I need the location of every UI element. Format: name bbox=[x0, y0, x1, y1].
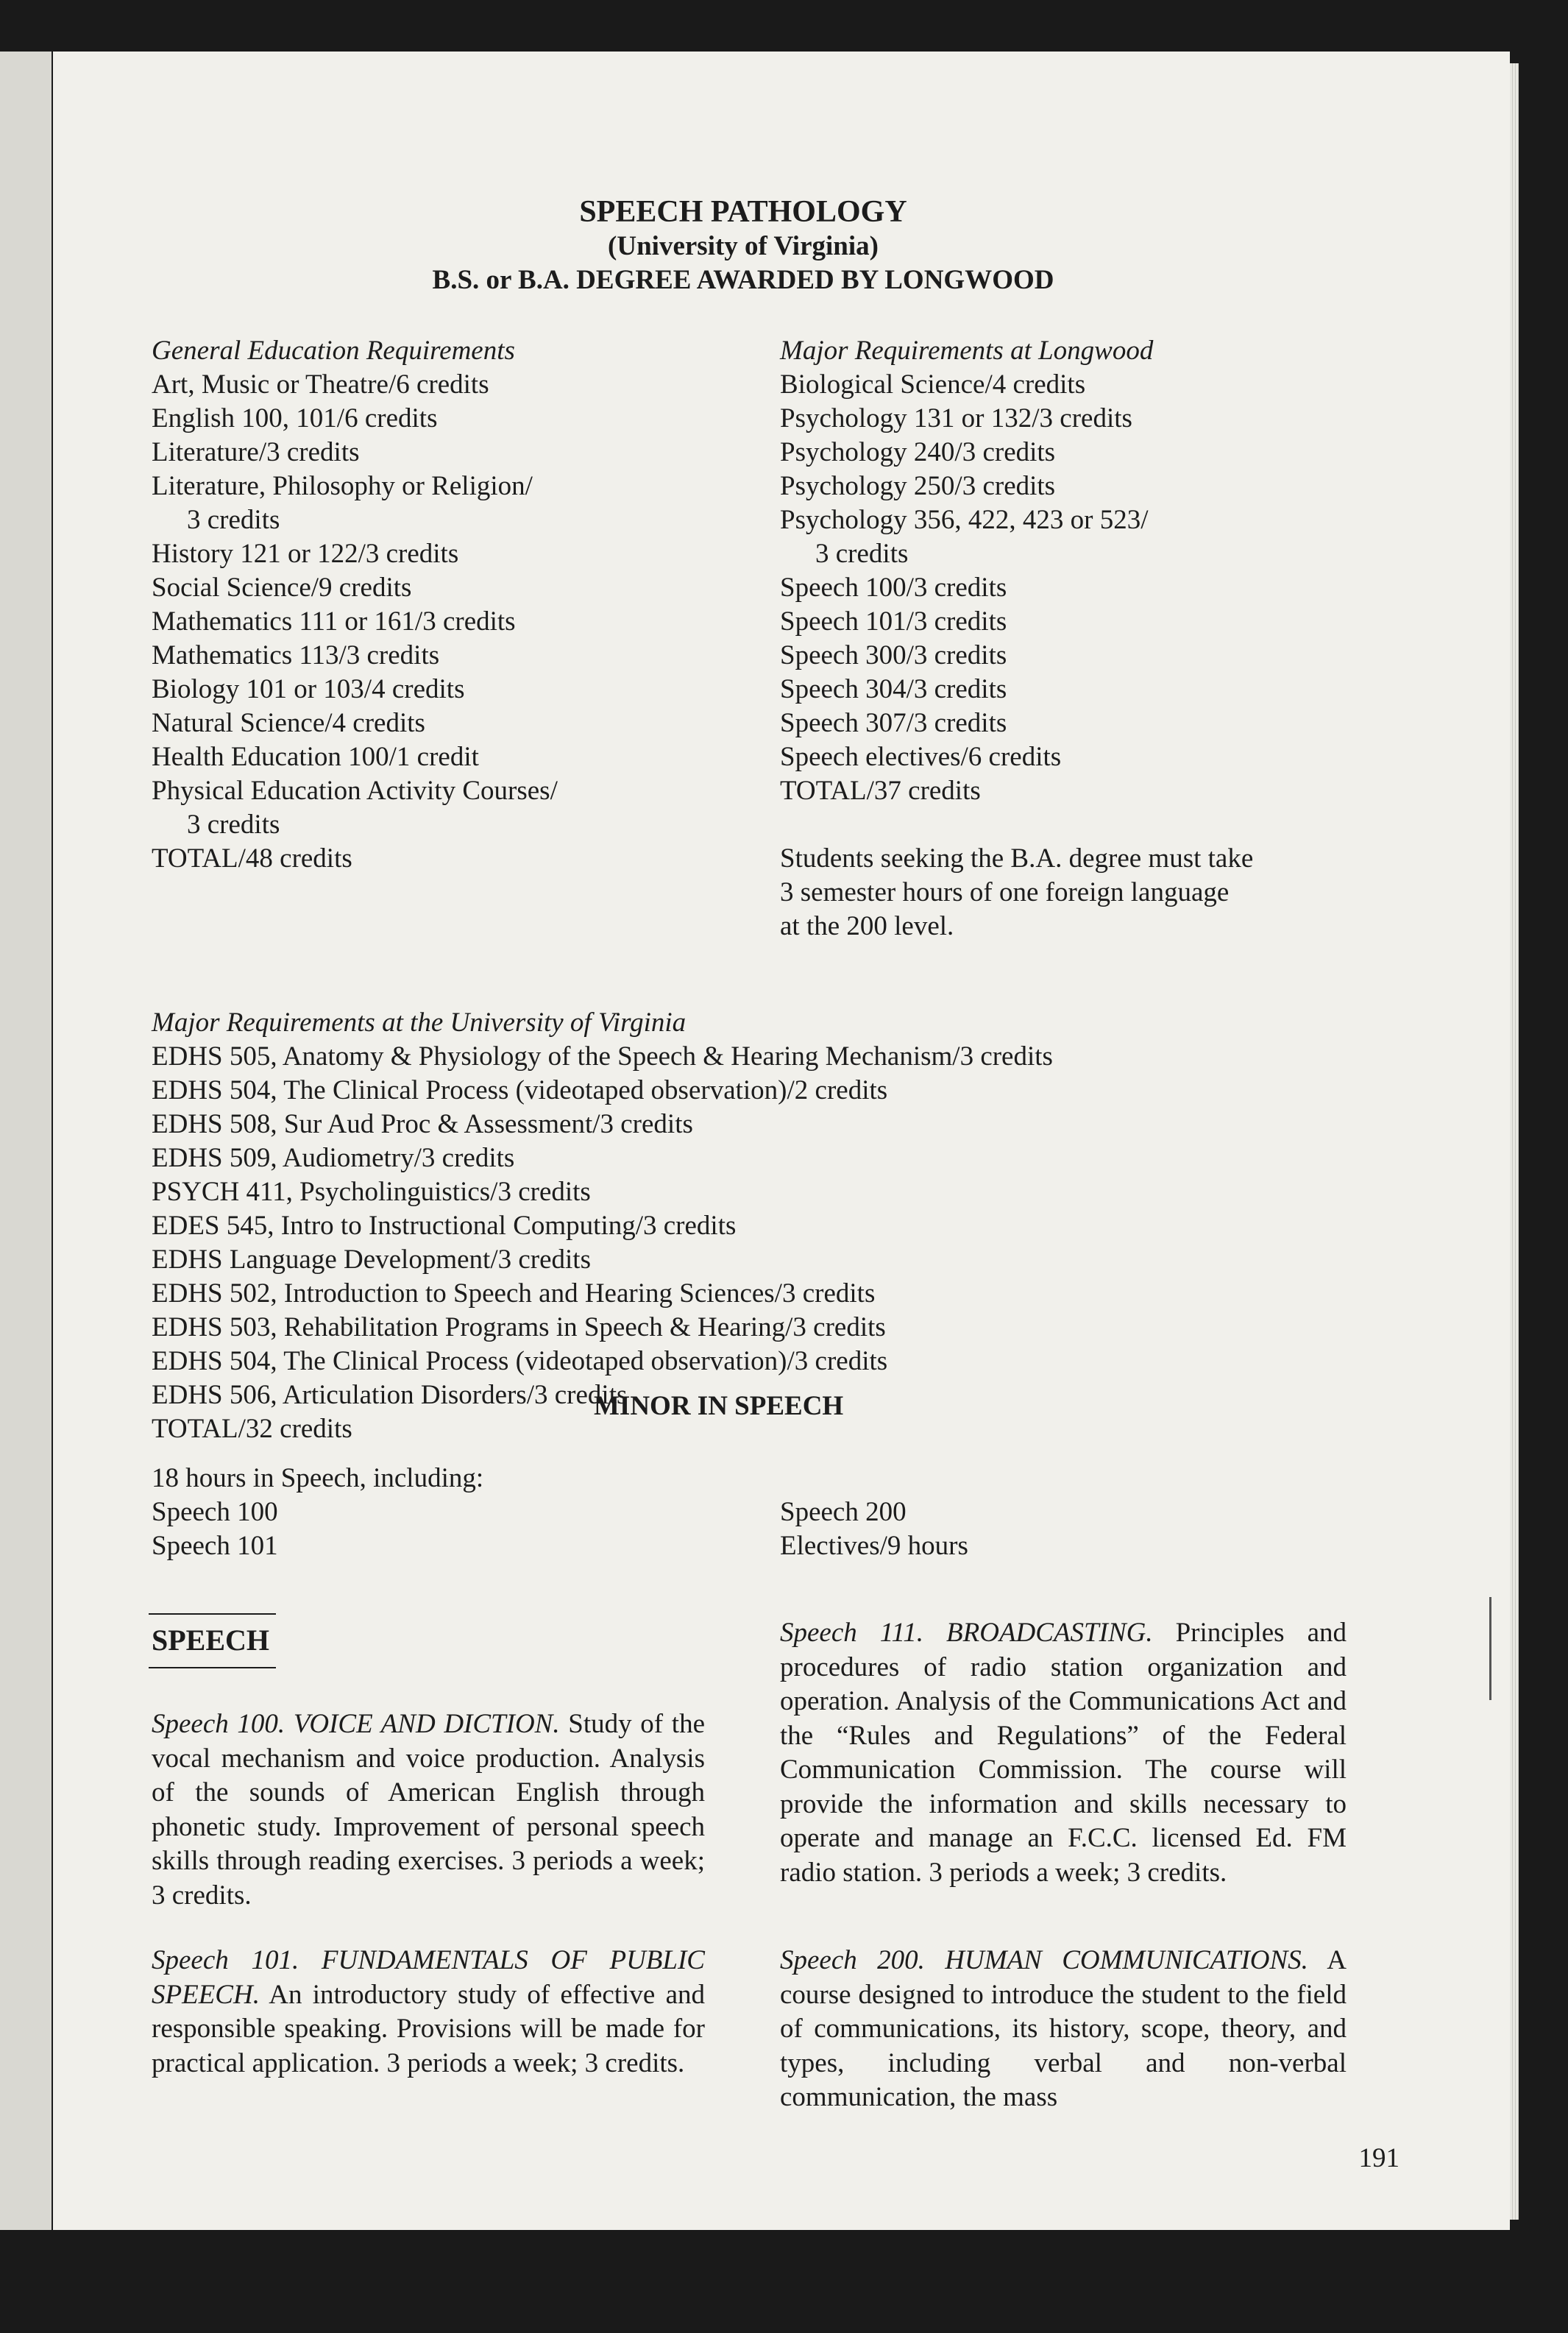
list-item: Speech 300/3 credits bbox=[780, 640, 1007, 670]
list-item: Mathematics 113/3 credits bbox=[152, 640, 440, 670]
list-item: Speech electives/6 credits bbox=[780, 742, 1062, 772]
major-uva-heading: Major Requirements at the University of Virginia bbox=[152, 1008, 687, 1038]
general-education-list bbox=[152, 368, 558, 876]
list-item: Physical Education Activity Courses/ bbox=[152, 776, 558, 806]
page-number: 191 bbox=[1358, 2143, 1400, 2173]
minor-intro: 18 hours in Speech, including: bbox=[152, 1463, 484, 1493]
list-item: Speech 200 bbox=[780, 1497, 907, 1527]
list-item: EDHS 506, Articulation Disorders/3 credits bbox=[152, 1380, 628, 1410]
list-item: EDES 545, Intro to Instructional Computing/3 credits bbox=[152, 1211, 737, 1241]
list-item: Speech 101/3 credits bbox=[780, 606, 1007, 637]
course-body: Principles and procedures of radio station organization and operation. Analysis of the Communications Act and the “Rules and Regulations” of the Federal Communication Commission. The course will provide the information and skills necessary to operate and manage an F.C.C. licensed Ed. FM radio station. 3 periods a week; 3 credits. bbox=[780, 1618, 1347, 1888]
list-item: 3 credits bbox=[815, 539, 909, 569]
list-item: TOTAL/37 credits bbox=[780, 776, 981, 806]
list-item: English 100, 101/6 credits bbox=[152, 403, 438, 433]
list-item: 3 credits bbox=[187, 810, 280, 840]
major-uva-block bbox=[152, 1006, 1053, 1446]
list-item: EDHS 505, Anatomy & Physiology of the Speech & Hearing Mechanism/3 credits bbox=[152, 1041, 1053, 1072]
general-education-block bbox=[152, 334, 558, 876]
list-item: Speech 304/3 credits bbox=[780, 674, 1007, 704]
list-item: Psychology 250/3 credits bbox=[780, 471, 1056, 501]
major-uva-list bbox=[152, 1040, 1053, 1446]
list-item: Speech 307/3 credits bbox=[780, 708, 1007, 738]
minor-left-list bbox=[152, 1495, 278, 1563]
book-page bbox=[53, 52, 1510, 2230]
course-body: An introductory study of effective and responsible speaking. Provisions will be made for practical application. 3 periods a week; 3 credits. bbox=[152, 1979, 705, 2078]
list-item: Psychology 356, 422, 423 or 523/ bbox=[780, 505, 1149, 535]
page-title: SPEECH PATHOLOGY bbox=[579, 195, 907, 229]
list-item: Literature, Philosophy or Religion/ bbox=[152, 471, 533, 501]
list-item: Electives/9 hours bbox=[780, 1531, 968, 1561]
general-education-heading: General Education Requirements bbox=[152, 336, 515, 366]
course-description bbox=[780, 1616, 1347, 1890]
minor-heading: MINOR IN SPEECH bbox=[594, 1391, 844, 1421]
section-rule-bottom bbox=[149, 1667, 276, 1668]
list-item: History 121 or 122/3 credits bbox=[152, 539, 459, 569]
major-longwood-heading: Major Requirements at Longwood bbox=[780, 336, 1154, 366]
list-item: Psychology 131 or 132/3 credits bbox=[780, 403, 1132, 433]
list-item: EDHS 504, The Clinical Process (videotaped observation)/3 credits bbox=[152, 1346, 888, 1376]
facing-page-edge bbox=[0, 52, 52, 2230]
course-title: Speech 111. BROADCASTING. bbox=[780, 1618, 1153, 1648]
list-item: Psychology 240/3 credits bbox=[780, 437, 1056, 467]
degree-line: B.S. or B.A. DEGREE AWARDED BY LONGWOOD bbox=[432, 265, 1054, 295]
ba-note-line: Students seeking the B.A. degree must take bbox=[780, 843, 1254, 874]
major-longwood-block bbox=[780, 334, 1253, 944]
section-rule-top bbox=[149, 1613, 276, 1615]
list-item: Mathematics 111 or 161/3 credits bbox=[152, 606, 516, 637]
ba-note-line: 3 semester hours of one foreign language bbox=[780, 877, 1230, 907]
page-subtitle: (University of Virginia) bbox=[608, 231, 879, 261]
list-item: Speech 100 bbox=[152, 1497, 278, 1527]
course-description bbox=[152, 1707, 705, 1913]
page-tab-mark bbox=[1489, 1597, 1491, 1700]
course-body: Study of the vocal mechanism and voice production. Analysis of the sounds of American English through phonetic study. Improvement of personal speech skills through reading exercises. 3 periods a week; 3 credits. bbox=[152, 1709, 705, 1911]
ba-note-line: at the 200 level. bbox=[780, 911, 954, 941]
list-item: EDHS Language Development/3 credits bbox=[152, 1245, 591, 1275]
course-description bbox=[152, 1944, 705, 2081]
list-item: EDHS 503, Rehabilitation Programs in Speech & Hearing/3 credits bbox=[152, 1312, 886, 1342]
list-item: Speech 100/3 credits bbox=[780, 573, 1007, 603]
list-item: Art, Music or Theatre/6 credits bbox=[152, 369, 489, 400]
list-item: EDHS 502, Introduction to Speech and Hearing Sciences/3 credits bbox=[152, 1278, 876, 1309]
course-title: Speech 200. HUMAN COMMUNICATIONS. bbox=[780, 1945, 1308, 1975]
list-item: Biology 101 or 103/4 credits bbox=[152, 674, 465, 704]
list-item: TOTAL/48 credits bbox=[152, 843, 352, 874]
list-item: Social Science/9 credits bbox=[152, 573, 412, 603]
list-item: TOTAL/32 credits bbox=[152, 1414, 352, 1444]
course-description bbox=[780, 1944, 1347, 2115]
course-title: Speech 100. VOICE AND DICTION. bbox=[152, 1709, 560, 1739]
list-item: Health Education 100/1 credit bbox=[152, 742, 479, 772]
list-item: Speech 101 bbox=[152, 1531, 278, 1561]
course-title: Speech 101. FUNDAMENTALS OF PUBLIC SPEECH. bbox=[152, 1945, 705, 2010]
list-item: Natural Science/4 credits bbox=[152, 708, 425, 738]
list-item: Literature/3 credits bbox=[152, 437, 360, 467]
list-item: PSYCH 411, Psycholinguistics/3 credits bbox=[152, 1177, 591, 1207]
list-item: Biological Science/4 credits bbox=[780, 369, 1086, 400]
major-longwood-list bbox=[780, 368, 1253, 808]
minor-right-list bbox=[780, 1495, 968, 1563]
course-body: A course designed to introduce the student to the field of communications, its history, scope, theory, and types, including verbal and non-verbal communication, the mass bbox=[780, 1945, 1347, 2112]
list-item: EDHS 504, The Clinical Process (videotaped observation)/2 credits bbox=[152, 1075, 888, 1105]
section-heading: SPEECH bbox=[152, 1624, 270, 1657]
list-item: EDHS 508, Sur Aud Proc & Assessment/3 credits bbox=[152, 1109, 693, 1139]
list-item: 3 credits bbox=[187, 505, 280, 535]
list-item: EDHS 509, Audiometry/3 credits bbox=[152, 1143, 515, 1173]
